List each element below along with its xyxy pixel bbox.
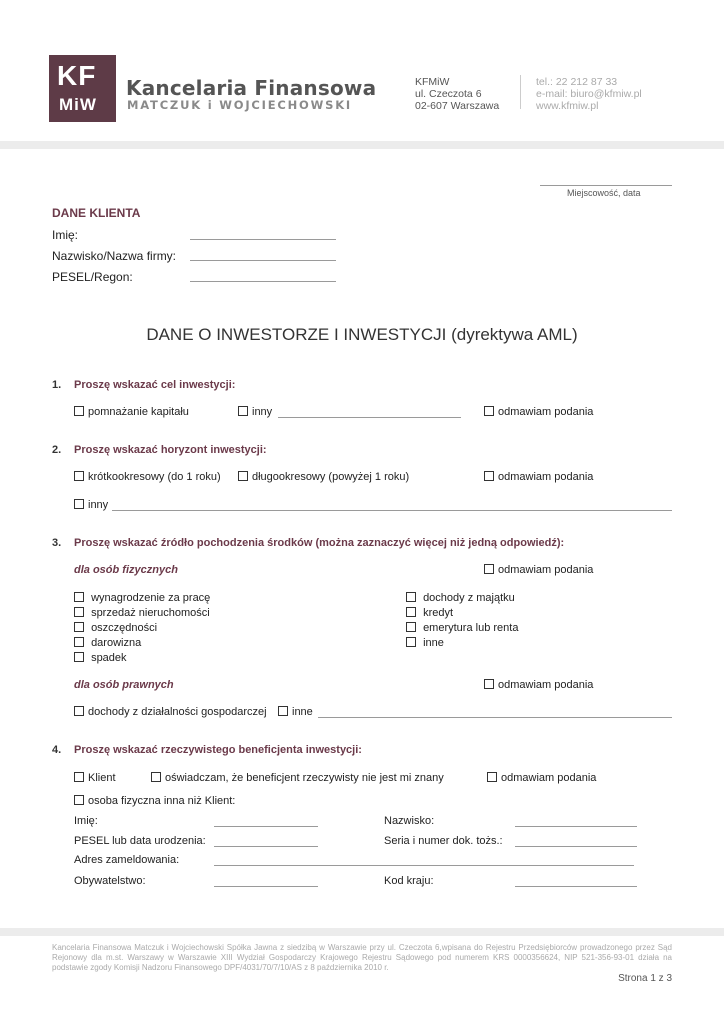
question-number: 3.	[52, 537, 62, 549]
checkbox-icon[interactable]	[406, 607, 416, 617]
checkbox-icon[interactable]	[74, 706, 84, 716]
q4-citizenship-field[interactable]	[214, 886, 318, 887]
q4-option-refuse[interactable]	[487, 772, 596, 784]
option-label: odmawiam podania	[498, 564, 594, 576]
option-label: spadek	[91, 652, 127, 664]
checkbox-icon[interactable]	[74, 607, 84, 617]
option-label: dochody z majątku	[423, 592, 515, 604]
checkbox-icon[interactable]	[74, 772, 84, 782]
q3-option-pension[interactable]	[406, 622, 518, 634]
checkbox-icon[interactable]	[484, 471, 494, 481]
q3-option-property-sale[interactable]	[74, 607, 210, 619]
checkbox-icon[interactable]	[484, 679, 494, 689]
q3-legal-business-income[interactable]	[74, 706, 267, 718]
question-1-text: Proszę wskazać cel inwestycji:	[74, 379, 236, 391]
contact-website: www.kfmiw.pl	[536, 100, 599, 112]
q3-persons-refuse[interactable]	[484, 564, 593, 576]
address-line: ul. Czeczota 6	[415, 88, 482, 100]
logo-kf-text: KF	[57, 60, 97, 91]
checkbox-icon[interactable]	[238, 406, 248, 416]
q2-option-other[interactable]	[74, 499, 108, 511]
q3-option-salary[interactable]	[74, 592, 210, 604]
option-label: pomnażanie kapitału	[88, 406, 189, 418]
q2-other-field[interactable]	[112, 510, 672, 511]
place-date-label: Miejscowość, data	[567, 188, 641, 198]
q4-first-name-field[interactable]	[214, 826, 318, 827]
q4-pesel-field[interactable]	[214, 846, 318, 847]
checkbox-icon[interactable]	[74, 652, 84, 662]
place-date-field[interactable]	[540, 185, 672, 186]
contact-email: e-mail: biuro@kfmiw.pl	[536, 88, 642, 100]
option-label: długookresowy (powyżej 1 roku)	[252, 471, 410, 483]
option-label: dochody z działalności gospodarczej	[88, 706, 267, 718]
option-label: oszczędności	[91, 622, 158, 634]
q4-first-name-label: Imię:	[74, 815, 98, 827]
q3-legal-label: dla osób prawnych	[74, 679, 174, 691]
q4-pesel-label: PESEL lub data urodzenia:	[74, 835, 206, 847]
question-4-text: Proszę wskazać rzeczywistego beneficjenta inwestycji:	[74, 744, 362, 756]
option-label: inne	[292, 706, 313, 718]
checkbox-icon[interactable]	[406, 592, 416, 602]
option-label: inny	[88, 499, 109, 511]
client-last-name-label: Nazwisko/Nazwa firmy:	[52, 249, 177, 263]
contact-phone: tel.: 22 212 87 33	[536, 76, 618, 88]
client-first-name-field[interactable]	[190, 239, 336, 240]
footer-legal-text: Kancelaria Finansowa Matczuk i Wojciechowski Spółka Jawna z siedzibą w Warszawie przy ul. Czeczota 6,wpisana do Rejestru Przedsiębiorców prowadzonego przez Sąd Rejonowy dla m.st. Warszawy w Warszawie XIII Wydział Gospodarczy Krajowego Rejestru Sądowego pod numerem KRS 0000356624, NIP 521-356-93-01 działa na podstawie zgody Komisji Nadzoru Finansowego DPF/4031/70/7/10/AS z 8 października 2010 r.	[52, 943, 672, 972]
q1-other-field[interactable]	[278, 417, 461, 418]
q4-option-unknown[interactable]	[151, 772, 444, 784]
client-pesel-field[interactable]	[190, 281, 336, 282]
checkbox-icon[interactable]	[74, 795, 84, 805]
q1-option-other[interactable]	[238, 406, 272, 418]
question-number: 1.	[52, 379, 62, 391]
q3-persons-label: dla osób fizycznych	[74, 564, 178, 576]
client-last-name-field[interactable]	[190, 260, 336, 261]
q3-legal-other[interactable]	[278, 706, 313, 718]
question-number: 4.	[52, 744, 62, 756]
checkbox-icon[interactable]	[74, 406, 84, 416]
q2-option-long-term[interactable]	[238, 471, 409, 483]
question-3-text: Proszę wskazać źródło pochodzenia środków (można zaznaczyć więcej niż jedną odpowiedź):	[74, 537, 565, 549]
company-contact	[536, 76, 642, 112]
address-line: 02-607 Warszawa	[415, 100, 500, 112]
q3-legal-other-field[interactable]	[318, 717, 672, 718]
checkbox-icon[interactable]	[74, 499, 84, 509]
checkbox-icon[interactable]	[151, 772, 161, 782]
checkbox-icon[interactable]	[74, 471, 84, 481]
page-number: Strona 1 z 3	[618, 973, 672, 984]
company-address	[415, 76, 499, 112]
q4-citizenship-label: Obywatelstwo:	[74, 875, 146, 887]
checkbox-icon[interactable]	[487, 772, 497, 782]
checkbox-icon[interactable]	[278, 706, 288, 716]
q4-address-label: Adres zameldowania:	[74, 854, 180, 866]
q3-option-other[interactable]	[406, 637, 444, 649]
question-number: 2.	[52, 444, 62, 456]
brand-subtitle: MATCZUK i WOJCIECHOWSKI	[127, 98, 352, 112]
checkbox-icon[interactable]	[74, 622, 84, 632]
q4-last-name-label: Nazwisko:	[384, 815, 435, 827]
option-label: odmawiam podania	[498, 406, 594, 418]
option-label: kredyt	[423, 607, 454, 619]
client-first-name-label: Imię:	[52, 228, 79, 242]
q4-option-other-person[interactable]	[74, 795, 235, 807]
option-label: inne	[423, 637, 444, 649]
q2-option-refuse[interactable]	[484, 471, 593, 483]
checkbox-icon[interactable]	[74, 637, 84, 647]
footer-bar	[0, 928, 724, 936]
option-label: krótkookresowy (do 1 roku)	[88, 471, 221, 483]
q4-address-field[interactable]	[214, 865, 634, 866]
q4-country-code-field[interactable]	[515, 886, 637, 887]
header-bar	[0, 141, 724, 149]
q4-id-document-field[interactable]	[515, 846, 637, 847]
option-label: darowizna	[91, 637, 142, 649]
logo	[49, 55, 116, 122]
question-2-text: Proszę wskazać horyzont inwestycji:	[74, 444, 267, 456]
q1-option-refuse[interactable]	[484, 406, 593, 418]
checkbox-icon[interactable]	[484, 406, 494, 416]
brand-name: Kancelaria Finansowa	[126, 76, 377, 100]
option-label: odmawiam podania	[501, 772, 597, 784]
q4-option-client[interactable]	[74, 772, 116, 784]
option-label: osoba fizyczna inna niż Klient:	[88, 795, 236, 807]
q4-country-code-label: Kod kraju:	[384, 875, 434, 887]
q3-option-inheritance[interactable]	[74, 652, 127, 664]
q3-option-credit[interactable]	[406, 607, 453, 619]
option-label: oświadczam, że beneficjent rzeczywisty nie jest mi znany	[165, 772, 444, 784]
q1-option-capital-growth[interactable]	[74, 406, 189, 418]
header-divider	[520, 75, 521, 109]
option-label: emerytura lub renta	[423, 622, 519, 634]
option-label: inny	[252, 406, 273, 418]
q3-option-savings[interactable]	[74, 622, 157, 634]
option-label: wynagrodzenie za pracę	[91, 592, 211, 604]
address-line: KFMiW	[415, 76, 450, 88]
q3-legal-refuse[interactable]	[484, 679, 593, 691]
q4-last-name-field[interactable]	[515, 826, 637, 827]
checkbox-icon[interactable]	[74, 592, 84, 602]
q2-option-short-term[interactable]	[74, 471, 221, 483]
checkbox-icon[interactable]	[238, 471, 248, 481]
checkbox-icon[interactable]	[406, 622, 416, 632]
q4-id-document-label: Seria i numer dok. tożs.:	[384, 835, 503, 847]
client-pesel-label: PESEL/Regon:	[52, 270, 133, 284]
logo-miw-text: MiW	[59, 95, 97, 114]
option-label: sprzedaż nieruchomości	[91, 607, 210, 619]
q3-option-donation[interactable]	[74, 637, 141, 649]
option-label: Klient	[88, 772, 116, 784]
checkbox-icon[interactable]	[484, 564, 494, 574]
option-label: odmawiam podania	[498, 679, 594, 691]
option-label: odmawiam podania	[498, 471, 594, 483]
document-title: DANE O INWESTORZE I INWESTYCJI (dyrektywa AML)	[146, 325, 578, 344]
checkbox-icon[interactable]	[406, 637, 416, 647]
client-section-title: DANE KLIENTA	[52, 206, 141, 220]
q3-option-asset-income[interactable]	[406, 592, 515, 604]
